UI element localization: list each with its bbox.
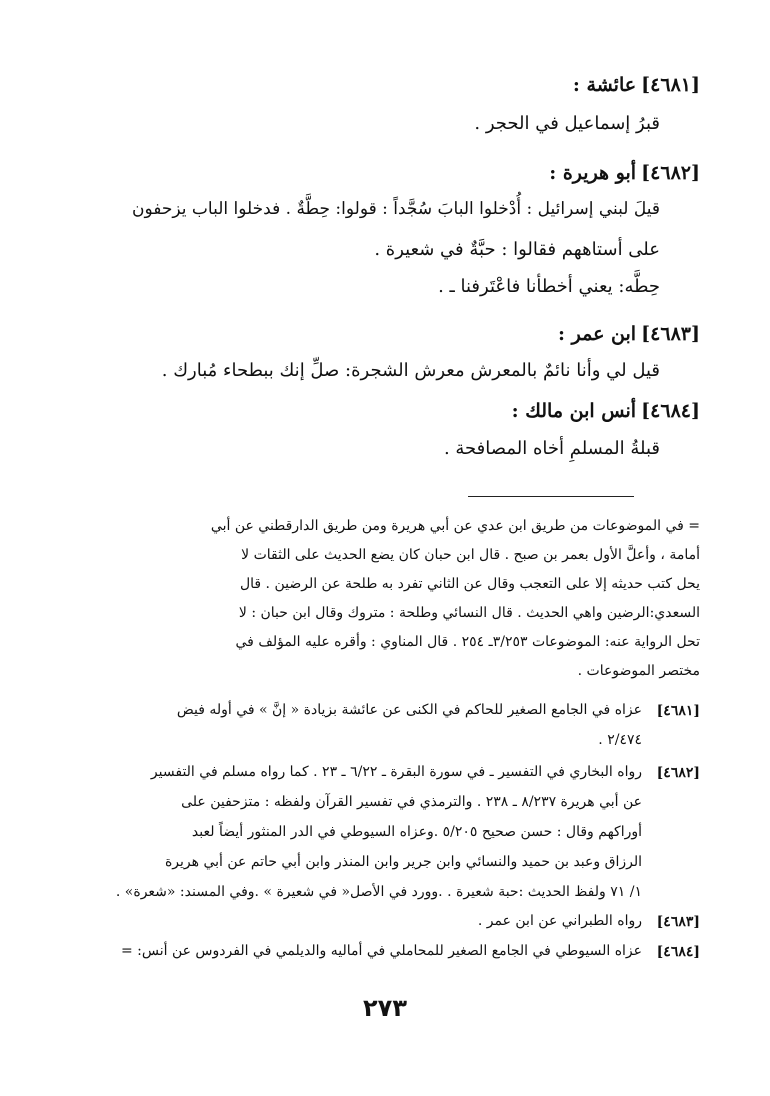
footnote-continuation-line: تحل الرواية عنه: الموضوعات ٣/٢٥٣ـ ٢٥٤ . قال المناوي : وأقره عليه المؤلف في bbox=[235, 634, 700, 650]
footnote-number: [٤٦٨٢] bbox=[656, 765, 700, 781]
entry-number: [٤٦٨١] bbox=[641, 74, 700, 96]
footnote-line: رواه الطبراني عن ابن عمر . bbox=[477, 913, 642, 929]
entry-narrator: عائشة : bbox=[572, 74, 637, 96]
entry-4682-text-line3: حِطَّه: يعني أخطأنا فاعْتَرفنا ـ . bbox=[438, 276, 660, 297]
entry-narrator: ابن عمر : bbox=[558, 323, 637, 345]
footnote-separator bbox=[468, 496, 634, 497]
entry-4681-text: قبرُ إسماعيل في الحجر . bbox=[474, 113, 660, 134]
entry-narrator: أبو هريرة : bbox=[549, 162, 637, 184]
footnote-line: عن أبي هريرة ٨/٢٣٧ ـ ٢٣٨ . والترمذي في تفسير القرآن ولفظه : متزحفين على bbox=[181, 794, 642, 810]
footnote-line: ٢/٤٧٤ . bbox=[598, 732, 642, 748]
entry-number: [٤٦٨٢] bbox=[641, 162, 700, 184]
footnote-continuation-line: أمامة ، وأعلَّ الأول بعمر بن صبح . قال ابن حبان كان يضع الحديث على الثقات لا bbox=[241, 547, 700, 563]
footnote-continuation-line: السعدي:الرضين واهي الحديث . قال النسائي وطلحة : متروك وقال ابن حبان : لا bbox=[238, 605, 700, 621]
footnote-continuation-line: مختصر الموضوعات . bbox=[577, 663, 700, 679]
footnote-continuation-line: يحل كتب حديثه إلا على التعجب وقال عن الثاني تفرد به طلحة عن الرضين . قال bbox=[239, 576, 700, 592]
footnote-line: عزاه في الجامع الصغير للحاكم في الكنى عن عائشة بزيادة « إنَّ » في أوله فيض bbox=[176, 702, 642, 718]
footnote-number: [٤٦٨١] bbox=[656, 703, 700, 719]
footnote-line: رواه البخاري في التفسير ـ في سورة البقرة ـ ٦/٢٢ ـ ٢٣ . كما رواه مسلم في التفسير bbox=[150, 764, 642, 780]
footnote-number: [٤٦٨٣] bbox=[656, 914, 700, 930]
footnote-line: عزاه السيوطي في الجامع الصغير للمحاملي في أماليه والديلمي في الفردوس عن أنس: = bbox=[120, 943, 642, 959]
entry-narrator: أنس ابن مالك : bbox=[511, 400, 637, 422]
entry-4681-header bbox=[573, 74, 700, 96]
entry-4682-text-line2: على أستاههم فقالوا : حبَّةٌ في شعيرة . bbox=[374, 239, 660, 260]
footnote-line: ١/ ٧١ ولفظ الحديث :حبة شعيرة . .وورد في الأصل« في شعيرة » .وفي المسند: «شعرة» . bbox=[115, 884, 642, 900]
page-number: ٢٧٣ bbox=[363, 994, 407, 1022]
footnote-number: [٤٦٨٤] bbox=[656, 944, 700, 960]
footnote-continuation-line: = في الموضوعات من طريق ابن عدي عن أبي هريرة ومن طريق الدارقطني عن أبي bbox=[210, 518, 700, 534]
entry-4684-text: قبلةُ المسلمِ أخاه المصافحة . bbox=[443, 438, 660, 459]
footnote-line: أوراكهم وقال : حسن صحيح ٥/٢٠٥ .وعزاه السيوطي في الدر المنثور أيضاً لعبد bbox=[191, 824, 642, 840]
entry-4683-text: قيل لي وأنا نائمٌ بالمعرش معرش الشجرة: صلِّ إنك ببطحاء مُبارك . bbox=[161, 360, 660, 381]
entry-4684-header bbox=[512, 400, 700, 422]
entry-4682-header bbox=[549, 162, 700, 184]
entry-4682-text-line1: قيلَ لبني إسرائيل : أُدْخلوا البابَ سُجَّداً : قولوا: حِطَّةٌ . فدخلوا الباب يزحفون bbox=[132, 199, 660, 219]
entry-number: [٤٦٨٣] bbox=[641, 323, 700, 345]
entry-number: [٤٦٨٤] bbox=[641, 400, 700, 422]
footnote-line: الرزاق وعبد بن حميد والنسائي وابن جرير وابن المنذر وابن أبي حاتم عن أبي هريرة bbox=[164, 854, 642, 870]
entry-4683-header bbox=[558, 323, 700, 345]
